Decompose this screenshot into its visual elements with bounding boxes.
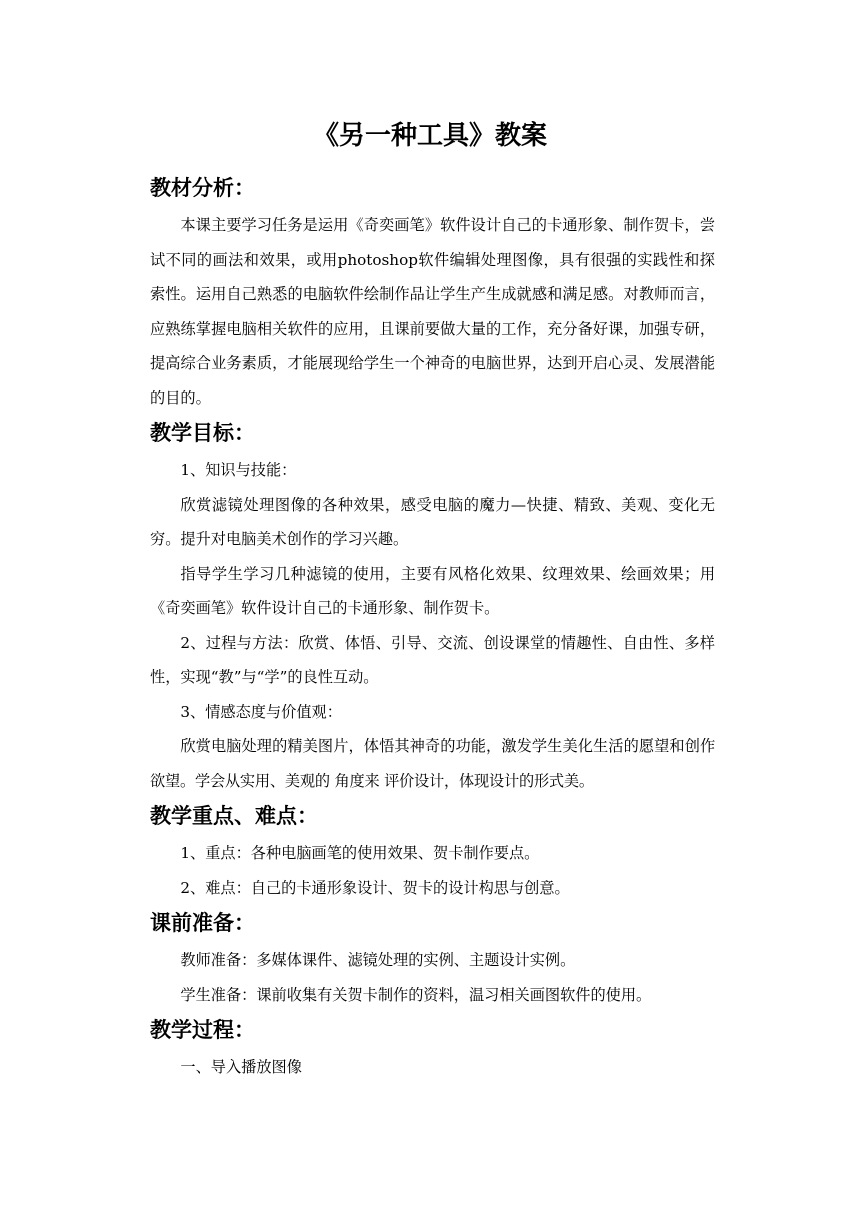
document-body bbox=[150, 170, 715, 1085]
section-heading: 教学目标： bbox=[150, 421, 255, 445]
section-heading: 教材分析： bbox=[150, 176, 255, 200]
paragraph: 学生准备：课前收集有关贺卡制作的资料，温习相关画图软件的使用。 bbox=[180, 985, 652, 1004]
section-heading: 教学过程： bbox=[150, 1018, 255, 1042]
document-title: 《另一种工具》教案 bbox=[312, 121, 547, 151]
section-heading: 教学重点、难点： bbox=[150, 804, 318, 828]
paragraph: 指导学生学习几种滤镜的使用，主要有风格化效果、纹理效果、绘画效果；用《奇奕画笔》软件设计自己的卡通形象、制作贺卡。 bbox=[150, 564, 715, 617]
paragraph: 2、难点：自己的卡通形象设计、贺卡的设计构思与创意。 bbox=[180, 878, 570, 897]
paragraph: 1、重点：各种电脑画笔的使用效果、贺卡制作要点。 bbox=[180, 844, 540, 862]
paragraph: 教师准备：多媒体课件、滤镜处理的实例、主题设计实例。 bbox=[180, 951, 576, 969]
paragraph: 本课主要学习任务是运用《奇奕画笔》软件设计自己的卡通形象、制作贺卡，尝试不同的画法和效果，或用photoshop软件编辑处理图像，具有很强的实践性和探索性。运用自己熟悉的电脑软件绘制作品让学生产生成就感和满足感。对教师而言，应熟练掌握电脑相关软件的应用，且课前要做大量的工作，充分备好课，加强专研，提高综合业务素质，才能展现给学生一个神奇的电脑世界，达到开启心灵、发展潜能的目的。 bbox=[150, 216, 715, 407]
paragraph: 欣赏电脑处理的精美图片，体悟其神奇的功能，激发学生美化生活的愿望和创作欲望。学会从实用、美观的 角度来 评价设计，体现设计的形式美。 bbox=[150, 737, 715, 790]
paragraph: 1、知识与技能： bbox=[180, 461, 297, 479]
section-heading: 课前准备： bbox=[150, 911, 255, 935]
section-material-analysis bbox=[150, 170, 715, 415]
section-key-points bbox=[150, 798, 715, 905]
paragraph: 一、导入播放图像 bbox=[180, 1058, 302, 1076]
paragraph: 3、情感态度与价值观： bbox=[180, 702, 342, 721]
paragraph: 欣赏滤镜处理图像的各种效果，感受电脑的魔力—快捷、精致、美观、变化无穷。提升对电脑美术创作的学习兴趣。 bbox=[150, 495, 715, 548]
section-teaching-objectives bbox=[150, 415, 715, 798]
section-teaching-process bbox=[150, 1012, 715, 1085]
paragraph: 2、过程与方法：欣赏、体悟、引导、交流、创设课堂的情趣性、自由性、多样性，实现“教”与“学”的良性互动。 bbox=[150, 633, 715, 686]
section-preparation bbox=[150, 905, 715, 1012]
